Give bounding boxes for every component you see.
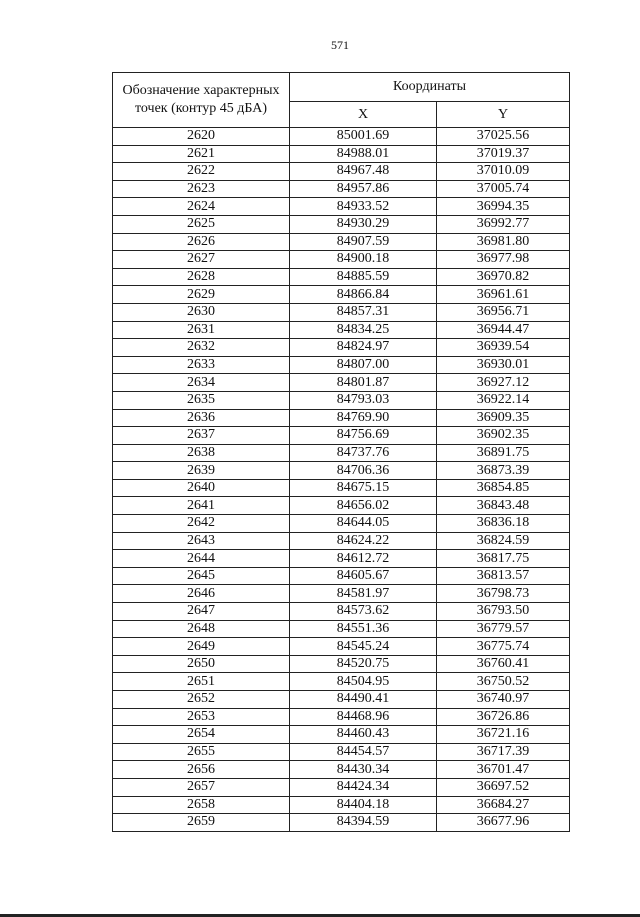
y-coordinate-cell: 36922.14 xyxy=(437,391,570,409)
x-coordinate-cell: 84430.34 xyxy=(290,761,437,779)
x-coordinate-cell: 84573.62 xyxy=(290,603,437,621)
y-coordinate-cell: 37019.37 xyxy=(437,145,570,163)
x-coordinate-cell: 84737.76 xyxy=(290,444,437,462)
x-coordinate-cell: 84504.95 xyxy=(290,673,437,691)
table-body xyxy=(113,128,570,832)
point-id-cell: 2624 xyxy=(113,198,290,216)
point-id-cell: 2638 xyxy=(113,444,290,462)
point-id-cell: 2656 xyxy=(113,761,290,779)
table-row xyxy=(113,497,570,515)
y-coordinate-cell: 36717.39 xyxy=(437,743,570,761)
table-row xyxy=(113,479,570,497)
y-coordinate-cell: 36775.74 xyxy=(437,638,570,656)
y-coordinate-cell: 36939.54 xyxy=(437,339,570,357)
y-coordinate-cell: 36677.96 xyxy=(437,814,570,832)
x-coordinate-cell: 84900.18 xyxy=(290,251,437,269)
coordinates-table xyxy=(112,72,570,832)
x-coordinate-cell: 85001.69 xyxy=(290,128,437,146)
y-coordinate-cell: 36854.85 xyxy=(437,479,570,497)
table-row xyxy=(113,215,570,233)
x-coordinate-cell: 84460.43 xyxy=(290,726,437,744)
x-coordinate-cell: 84824.97 xyxy=(290,339,437,357)
x-coordinate-cell: 84394.59 xyxy=(290,814,437,832)
table-row xyxy=(113,233,570,251)
x-coordinate-cell: 84756.69 xyxy=(290,427,437,445)
table-row xyxy=(113,638,570,656)
table-row xyxy=(113,374,570,392)
x-coordinate-cell: 84605.67 xyxy=(290,567,437,585)
x-column-header: X xyxy=(290,102,437,128)
x-coordinate-cell: 84656.02 xyxy=(290,497,437,515)
point-id-cell: 2625 xyxy=(113,215,290,233)
y-coordinate-cell: 36927.12 xyxy=(437,374,570,392)
y-coordinate-cell: 36697.52 xyxy=(437,778,570,796)
x-coordinate-cell: 84706.36 xyxy=(290,462,437,480)
table-row xyxy=(113,391,570,409)
table-row xyxy=(113,585,570,603)
table-row xyxy=(113,603,570,621)
y-coordinate-cell: 36760.41 xyxy=(437,655,570,673)
table-row xyxy=(113,321,570,339)
table-row xyxy=(113,761,570,779)
table-row xyxy=(113,303,570,321)
point-id-cell: 2633 xyxy=(113,356,290,374)
x-coordinate-cell: 84769.90 xyxy=(290,409,437,427)
y-coordinate-cell: 36891.75 xyxy=(437,444,570,462)
point-id-cell: 2649 xyxy=(113,638,290,656)
y-coordinate-cell: 36843.48 xyxy=(437,497,570,515)
x-coordinate-cell: 84967.48 xyxy=(290,163,437,181)
point-id-cell: 2630 xyxy=(113,303,290,321)
point-id-cell: 2643 xyxy=(113,532,290,550)
point-id-cell: 2645 xyxy=(113,567,290,585)
x-coordinate-cell: 84857.31 xyxy=(290,303,437,321)
x-coordinate-cell: 84930.29 xyxy=(290,215,437,233)
y-coordinate-cell: 36813.57 xyxy=(437,567,570,585)
x-coordinate-cell: 84581.97 xyxy=(290,585,437,603)
y-coordinate-cell: 36779.57 xyxy=(437,620,570,638)
point-label-header: Обозначение характерных точек (контур 45 дБА) xyxy=(113,73,290,128)
y-column-header: Y xyxy=(437,102,570,128)
x-coordinate-cell: 84490.41 xyxy=(290,691,437,709)
point-id-cell: 2639 xyxy=(113,462,290,480)
x-coordinate-cell: 84675.15 xyxy=(290,479,437,497)
table-row xyxy=(113,796,570,814)
y-coordinate-cell: 36824.59 xyxy=(437,532,570,550)
table-row xyxy=(113,163,570,181)
x-coordinate-cell: 84551.36 xyxy=(290,620,437,638)
table-row xyxy=(113,726,570,744)
y-coordinate-cell: 36961.61 xyxy=(437,286,570,304)
x-coordinate-cell: 84988.01 xyxy=(290,145,437,163)
table-row xyxy=(113,655,570,673)
table-row xyxy=(113,180,570,198)
point-id-cell: 2634 xyxy=(113,374,290,392)
point-id-cell: 2652 xyxy=(113,691,290,709)
y-coordinate-cell: 36873.39 xyxy=(437,462,570,480)
table-row xyxy=(113,532,570,550)
table-row xyxy=(113,427,570,445)
point-id-cell: 2653 xyxy=(113,708,290,726)
y-coordinate-cell: 36981.80 xyxy=(437,233,570,251)
y-coordinate-cell: 36793.50 xyxy=(437,603,570,621)
y-coordinate-cell: 36701.47 xyxy=(437,761,570,779)
point-id-cell: 2646 xyxy=(113,585,290,603)
table-row xyxy=(113,691,570,709)
x-coordinate-cell: 84793.03 xyxy=(290,391,437,409)
coordinates-header: Координаты xyxy=(290,73,570,102)
x-coordinate-cell: 84404.18 xyxy=(290,796,437,814)
table-row xyxy=(113,356,570,374)
point-id-cell: 2651 xyxy=(113,673,290,691)
page-number: 571 xyxy=(331,38,349,52)
point-id-cell: 2627 xyxy=(113,251,290,269)
point-id-cell: 2620 xyxy=(113,128,290,146)
point-id-cell: 2621 xyxy=(113,145,290,163)
point-id-cell: 2629 xyxy=(113,286,290,304)
point-id-cell: 2642 xyxy=(113,515,290,533)
y-coordinate-cell: 36977.98 xyxy=(437,251,570,269)
point-id-cell: 2648 xyxy=(113,620,290,638)
x-coordinate-cell: 84545.24 xyxy=(290,638,437,656)
point-id-cell: 2622 xyxy=(113,163,290,181)
table-row xyxy=(113,814,570,832)
y-coordinate-cell: 36930.01 xyxy=(437,356,570,374)
x-coordinate-cell: 84866.84 xyxy=(290,286,437,304)
x-coordinate-cell: 84454.57 xyxy=(290,743,437,761)
y-coordinate-cell: 36684.27 xyxy=(437,796,570,814)
table-row xyxy=(113,550,570,568)
point-id-cell: 2641 xyxy=(113,497,290,515)
x-coordinate-cell: 84801.87 xyxy=(290,374,437,392)
point-id-cell: 2657 xyxy=(113,778,290,796)
point-id-cell: 2628 xyxy=(113,268,290,286)
table-row xyxy=(113,286,570,304)
table-row xyxy=(113,743,570,761)
point-id-cell: 2623 xyxy=(113,180,290,198)
y-coordinate-cell: 36740.97 xyxy=(437,691,570,709)
y-coordinate-cell: 36836.18 xyxy=(437,515,570,533)
point-id-cell: 2650 xyxy=(113,655,290,673)
y-coordinate-cell: 37005.74 xyxy=(437,180,570,198)
point-id-cell: 2647 xyxy=(113,603,290,621)
point-id-cell: 2658 xyxy=(113,796,290,814)
table-row xyxy=(113,339,570,357)
y-coordinate-cell: 37025.56 xyxy=(437,128,570,146)
y-coordinate-cell: 36909.35 xyxy=(437,409,570,427)
y-coordinate-cell: 36750.52 xyxy=(437,673,570,691)
point-id-cell: 2654 xyxy=(113,726,290,744)
table-row xyxy=(113,444,570,462)
y-coordinate-cell: 36721.16 xyxy=(437,726,570,744)
y-coordinate-cell: 36726.86 xyxy=(437,708,570,726)
point-id-cell: 2636 xyxy=(113,409,290,427)
table-row xyxy=(113,145,570,163)
table-row xyxy=(113,251,570,269)
table-row xyxy=(113,409,570,427)
x-coordinate-cell: 84624.22 xyxy=(290,532,437,550)
x-coordinate-cell: 84957.86 xyxy=(290,180,437,198)
point-id-cell: 2644 xyxy=(113,550,290,568)
y-coordinate-cell: 36902.35 xyxy=(437,427,570,445)
point-id-cell: 2626 xyxy=(113,233,290,251)
y-coordinate-cell: 36994.35 xyxy=(437,198,570,216)
x-coordinate-cell: 84885.59 xyxy=(290,268,437,286)
y-coordinate-cell: 36944.47 xyxy=(437,321,570,339)
y-coordinate-cell: 36970.82 xyxy=(437,268,570,286)
x-coordinate-cell: 84612.72 xyxy=(290,550,437,568)
point-id-cell: 2640 xyxy=(113,479,290,497)
point-id-cell: 2655 xyxy=(113,743,290,761)
point-id-cell: 2631 xyxy=(113,321,290,339)
x-coordinate-cell: 84807.00 xyxy=(290,356,437,374)
x-coordinate-cell: 84520.75 xyxy=(290,655,437,673)
table-row xyxy=(113,673,570,691)
y-coordinate-cell: 37010.09 xyxy=(437,163,570,181)
table-row xyxy=(113,567,570,585)
table-row xyxy=(113,128,570,146)
table-row xyxy=(113,620,570,638)
x-coordinate-cell: 84907.59 xyxy=(290,233,437,251)
point-id-cell: 2659 xyxy=(113,814,290,832)
y-coordinate-cell: 36956.71 xyxy=(437,303,570,321)
y-coordinate-cell: 36798.73 xyxy=(437,585,570,603)
table-row xyxy=(113,778,570,796)
point-id-cell: 2635 xyxy=(113,391,290,409)
x-coordinate-cell: 84834.25 xyxy=(290,321,437,339)
table-row xyxy=(113,268,570,286)
table-row xyxy=(113,198,570,216)
x-coordinate-cell: 84644.05 xyxy=(290,515,437,533)
point-id-cell: 2637 xyxy=(113,427,290,445)
x-coordinate-cell: 84933.52 xyxy=(290,198,437,216)
x-coordinate-cell: 84468.96 xyxy=(290,708,437,726)
point-id-cell: 2632 xyxy=(113,339,290,357)
table-row xyxy=(113,515,570,533)
table-row xyxy=(113,708,570,726)
x-coordinate-cell: 84424.34 xyxy=(290,778,437,796)
table-header xyxy=(113,73,570,128)
y-coordinate-cell: 36817.75 xyxy=(437,550,570,568)
table-row xyxy=(113,462,570,480)
y-coordinate-cell: 36992.77 xyxy=(437,215,570,233)
